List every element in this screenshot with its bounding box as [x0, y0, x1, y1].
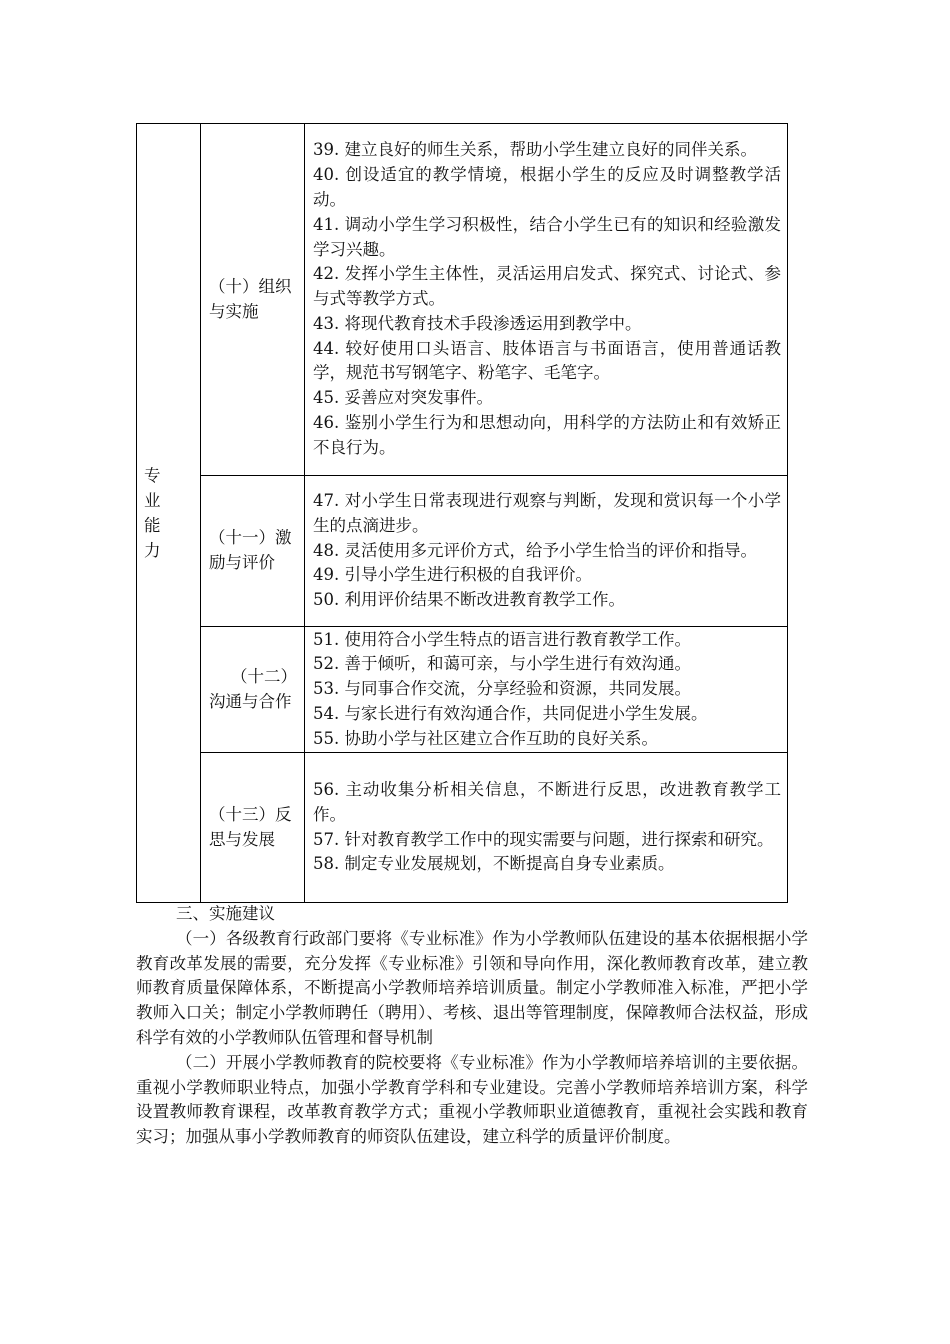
- subcategory-cell: [201, 753, 305, 903]
- list-item: 44. 较好使用口头语言、肢体语言与书面语言，使用普通话教学，规范书写钢笔字、粉笔字、毛笔字。: [313, 338, 781, 383]
- list-item: 49. 引导小学生进行积极的自我评价。: [313, 565, 592, 585]
- list-item: 53. 与同事合作交流，分享经验和资源，共同发展。: [313, 679, 691, 699]
- list-item: 45. 妥善应对突发事件。: [313, 388, 493, 408]
- items-cell: [305, 476, 788, 627]
- list-item: 56. 主动收集分析相关信息，不断进行反思，改进教育教学工作。: [313, 779, 781, 824]
- table-row: [137, 753, 788, 903]
- subcategory-cell: [201, 627, 305, 753]
- subcategory-cell: [201, 476, 305, 627]
- subcategory-label: （十）组织与实施: [209, 276, 292, 321]
- list-item: 43. 将现代教育技术手段渗透运用到教学中。: [313, 313, 642, 333]
- paragraph: （二）开展小学教师教育的院校要将《专业标准》作为小学教师培养培训的主要依据。重视小学教师职业特点，加强小学教育学科和专业建设。完善小学教师培养培训方案，科学设置教师教育课程，改革教育教学方式；重视小学教师职业道德教育，重视社会实践和教育实习；加强从事小学教师教育的师资队伍建设，建立科学的质量评价制度。: [136, 1052, 808, 1147]
- list-item: 46. 鉴别小学生行为和思想动向，用科学的方法防止和有效矫正不良行为。: [313, 413, 781, 457]
- list-item: 51. 使用符合小学生特点的语言进行教育教学工作。: [313, 629, 691, 649]
- paragraph: （一）各级教育行政部门要将《专业标准》作为小学教师队伍建设的基本依据根据小学教育改革发展的需要，充分发挥《专业标准》引领和导向作用，深化教师教育改革，建立教师教育质量保障体系，不断提高小学教师培养培训质量。制定小学教师准入标准，严把小学教师入口关；制定小学教师聘任（聘用）、考核、退出等管理制度，保障教师合法权益，形成科学有效的小学教师队伍管理和督导机制: [136, 928, 808, 1047]
- list-item: 39. 建立良好的师生关系，帮助小学生建立良好的同伴关系。: [313, 140, 757, 160]
- list-item: 42. 发挥小学生主体性，灵活运用启发式、探究式、讨论式、参与式等教学方式。: [313, 264, 781, 309]
- items-cell: [305, 627, 788, 753]
- items-cell: [305, 124, 788, 476]
- list-item: 55. 协助小学与社区建立合作互助的良好关系。: [313, 728, 658, 748]
- standards-table: [136, 123, 788, 903]
- list-item: 48. 灵活使用多元评价方式，给予小学生恰当的评价和指导。: [313, 540, 757, 560]
- items-cell: [305, 753, 788, 903]
- list-item: 57. 针对教育教学工作中的现实需要与问题，进行探索和研究。: [313, 829, 774, 849]
- list-item: 41. 调动小学生学习积极性，结合小学生已有的知识和经验激发学习兴趣。: [313, 214, 781, 259]
- category-label: 专业能力: [144, 466, 161, 560]
- section-heading: 三、实施建议: [176, 904, 275, 923]
- list-item: 47. 对小学生日常表现进行观察与判断，发现和赏识每一个小学生的点滴进步。: [313, 491, 781, 535]
- table-row: [137, 124, 788, 476]
- list-item: 52. 善于倾听，和蔼可亲，与小学生进行有效沟通。: [313, 654, 691, 674]
- subcategory-cell: [201, 124, 305, 476]
- table-row: [137, 627, 788, 753]
- list-item: 58. 制定专业发展规划，不断提高自身专业素质。: [313, 854, 675, 874]
- subcategory-label: （十三）反思与发展: [209, 804, 292, 849]
- table-row: [137, 476, 788, 627]
- category-cell: [137, 124, 201, 903]
- subcategory-label: （十一）激励与评价: [209, 528, 292, 572]
- implementation-section: [136, 902, 808, 1150]
- list-item: 50. 利用评价结果不断改进教育教学工作。: [313, 590, 625, 610]
- subcategory-label: （十二）沟通与合作: [209, 666, 297, 711]
- list-item: 40. 创设适宜的教学情境，根据小学生的反应及时调整教学活动。: [313, 165, 781, 209]
- list-item: 54. 与家长进行有效沟通合作，共同促进小学生发展。: [313, 703, 708, 723]
